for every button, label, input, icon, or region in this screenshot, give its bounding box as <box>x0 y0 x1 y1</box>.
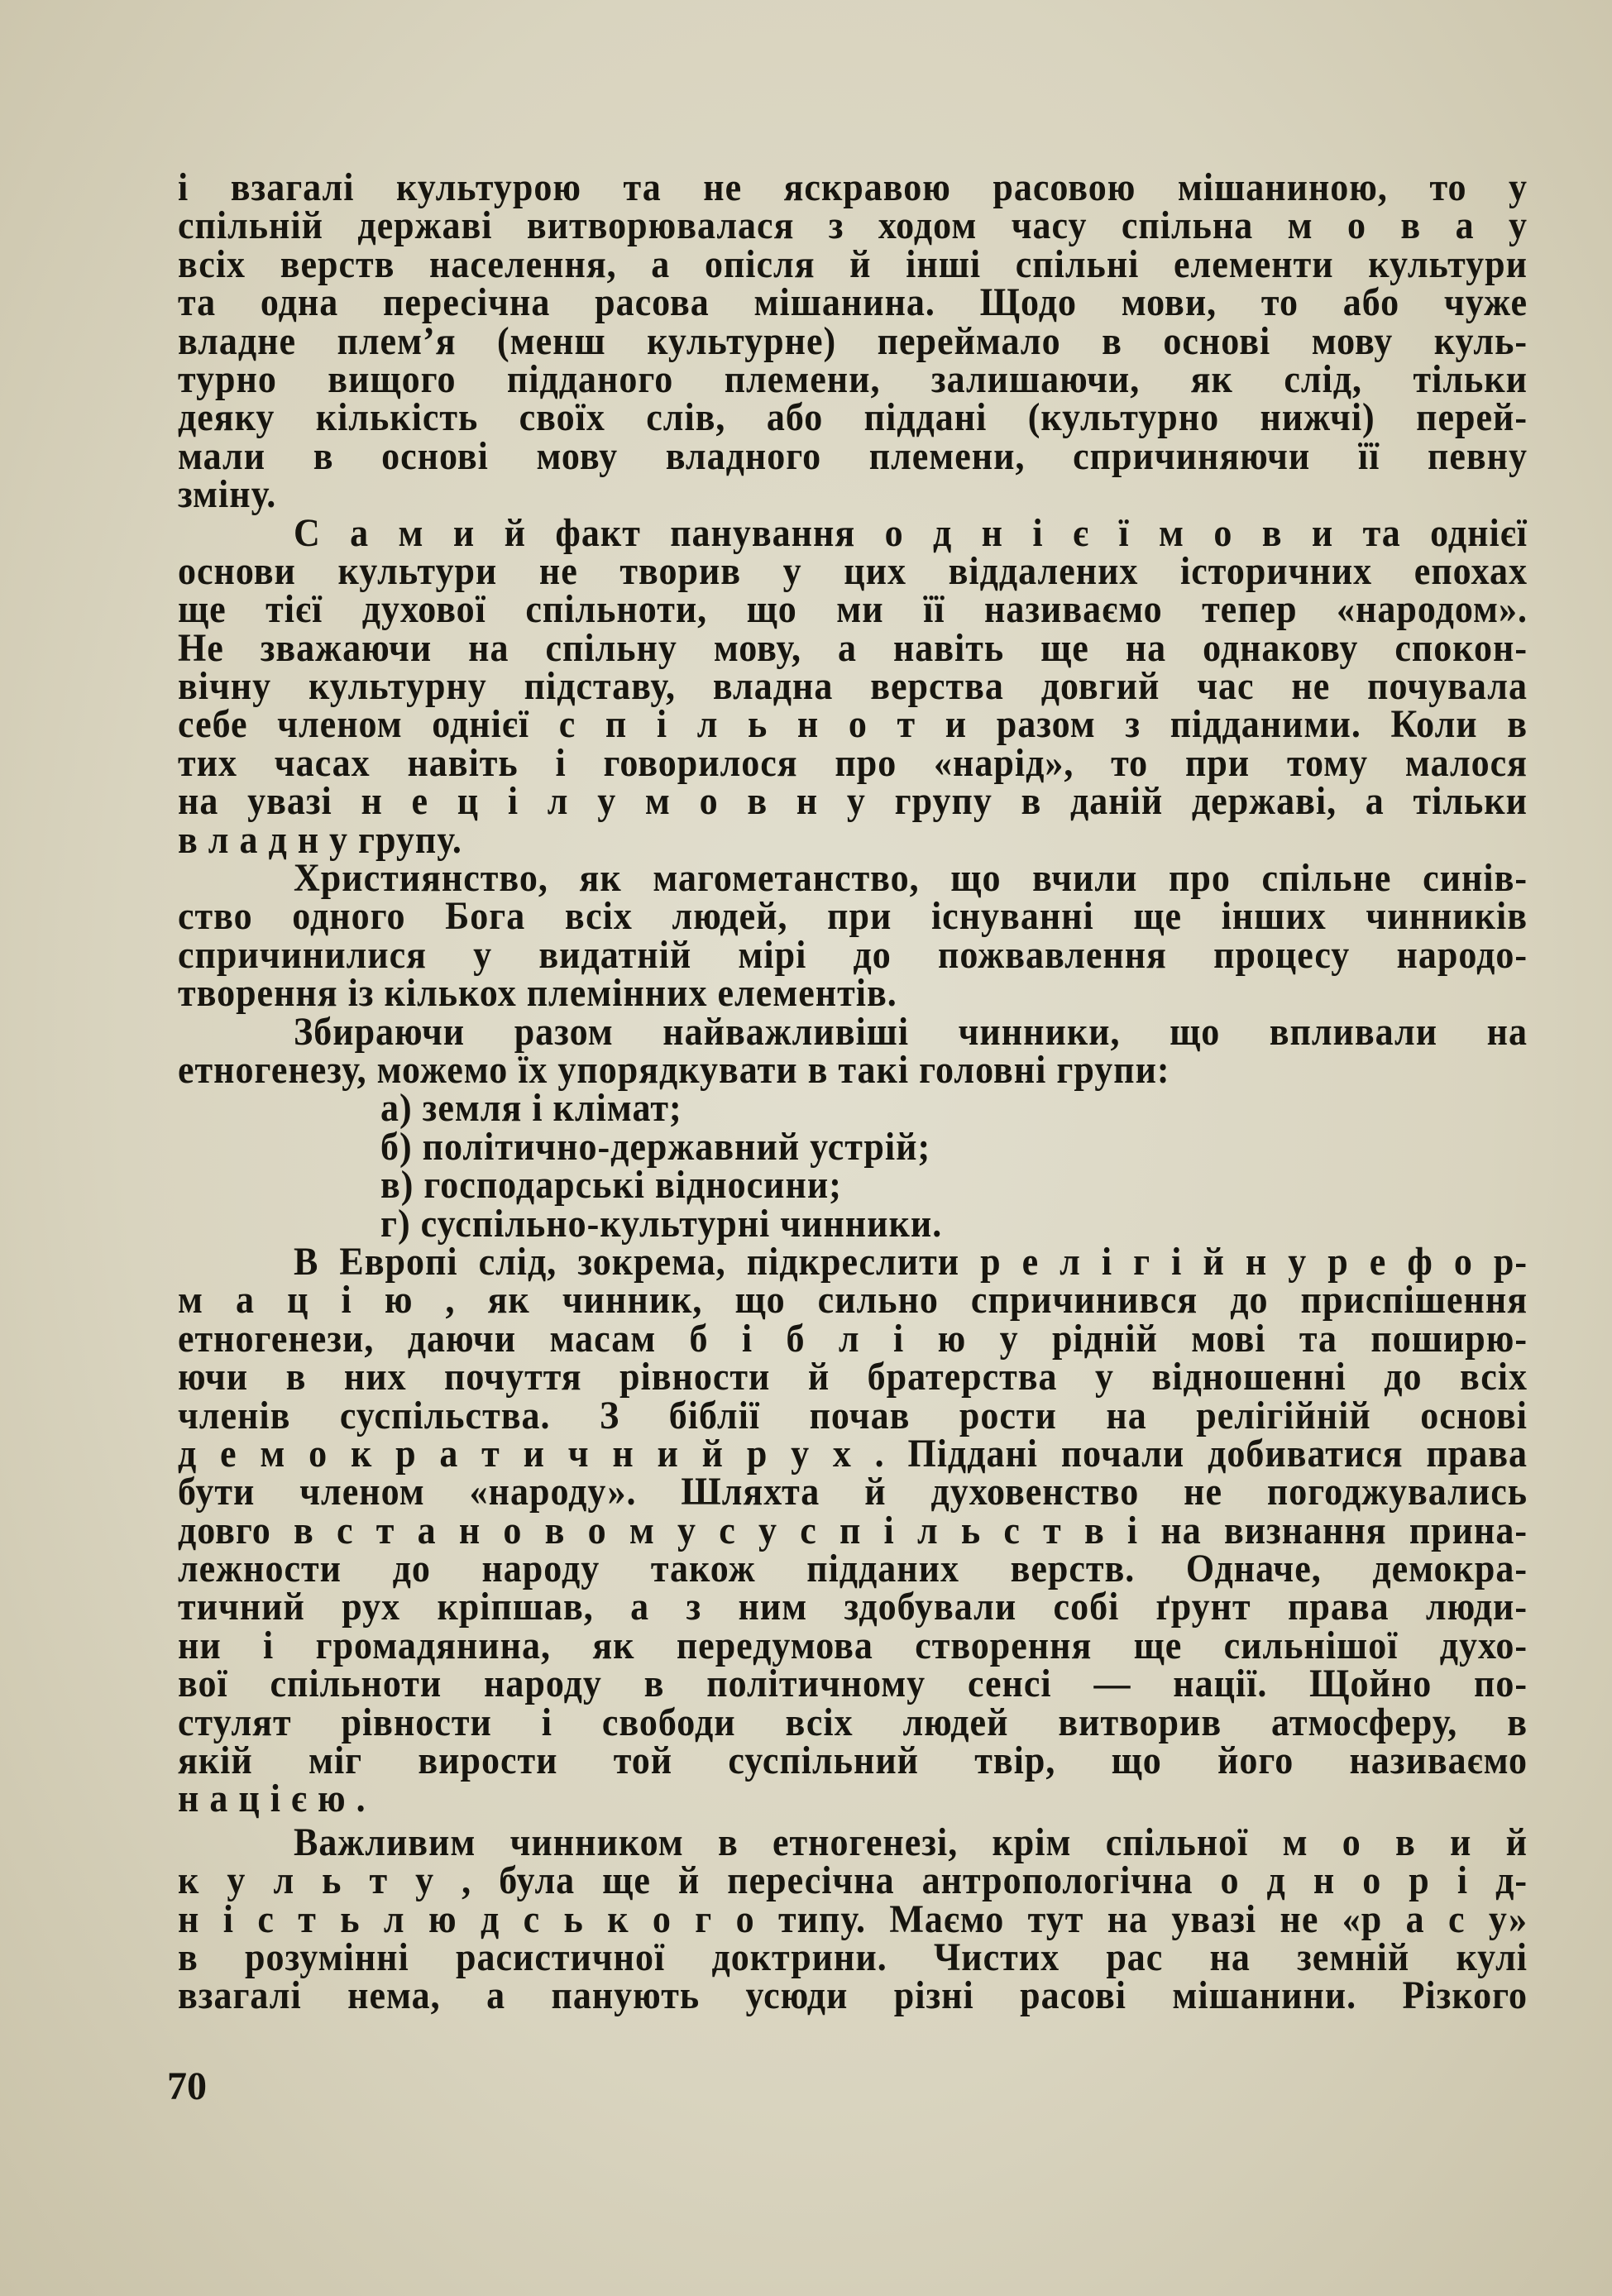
text-line: стулят рівности і свободи всіх людей витворив атмосферу, в <box>178 1700 1528 1744</box>
text-line: довго в с т а н о в о м у с у с п і л ь с т в і на визнання прина- <box>178 1508 1528 1552</box>
text-line: вої спільноти народу в політичному сенсі — нації. Щойно по- <box>178 1662 1528 1706</box>
text-line: на увазі н е ц і л у м о в н у групу в даній державі, а тільки <box>178 779 1528 824</box>
text-line: якій міг вирости той суспільний твір, що його називаємо <box>178 1739 1528 1782</box>
text-line: к у л ь т у , була ще й пересічна антропологічна о д н о р і д- <box>178 1858 1528 1903</box>
text-line: турно вищого підданого племени, залишаючи, як слід, тільки <box>178 356 1528 401</box>
text-line: Важливим чинником в етногенезі, крім спільної м о в и й <box>294 1820 1528 1864</box>
paragraph <box>178 1820 1528 2018</box>
text-line: С а м и й факт панування о д н і є ї м о в и та однієї <box>294 510 1528 555</box>
text-line: Не зважаючи на спільну мову, а навіть ще на однакову спокон- <box>178 625 1528 670</box>
text-line: в розумінні расистичної доктрини. Чистих рас на земній кулі <box>178 1935 1528 1979</box>
text-line: В Европі слід, зокрема, підкреслити р е л і г і й н у р е ф о р- <box>294 1239 1528 1284</box>
text-line: мали в основі мову владного племени, спричиняючи її певну <box>178 433 1528 478</box>
text-line: ще тієї духової спільноти, що ми її називаємо тепер «народом». <box>178 587 1528 632</box>
list-item: г) суспільно-культурні чинники. <box>380 1201 943 1246</box>
text-line: тичний рух кріпшав, а з ним здобували собі ґрунт права люди- <box>178 1585 1528 1629</box>
text-line: в л а д н у групу. <box>178 817 462 862</box>
text-line: етногенезу, можемо їх упорядкувати в такі головні групи: <box>178 1047 1170 1092</box>
text-line: ни і громадянина, як передумова створення ще сильнішої духо- <box>178 1623 1528 1667</box>
page-body-text <box>178 165 1528 2018</box>
text-line: лежности до народу також підданих верств. Одначе, демокра- <box>178 1547 1528 1590</box>
paragraph <box>178 1239 1528 1821</box>
text-line: деяку кількість своїх слів, або піддані (культурно нижчі) перей- <box>178 395 1528 440</box>
text-line: ство одного Бога всіх людей, при існуванні ще інших чинників <box>178 894 1528 939</box>
page-number: 70 <box>167 2064 207 2108</box>
text-line: етногенези, даючи масам б і б л і ю у рідній мові та поширю- <box>178 1316 1528 1361</box>
text-line: д е м о к р а т и ч н и й р у х . Піддані почали добиватися права <box>178 1431 1528 1476</box>
text-line: Збираючи разом найважливіші чинники, що впливали на <box>294 1009 1528 1054</box>
text-line: владне плем’я (менш культурне) переймало в основі мову куль- <box>178 318 1528 363</box>
factor-list <box>178 1086 1528 1246</box>
text-line: взагалі нема, а панують усюди різні расові мішанини. Різкого <box>178 1973 1528 2018</box>
list-item: а) земля і клімат; <box>380 1086 682 1131</box>
text-line: тих часах навіть і говорилося про «нарід», то при тому малося <box>178 740 1528 785</box>
text-line: основи культури не творив у цих віддалених історичних епохах <box>178 548 1528 593</box>
text-line: м а ц і ю , як чинник, що сильно спричинився до приспішення <box>178 1278 1528 1323</box>
text-line: і взагалі культурою та не яскравою расовою мішаниною, то у <box>178 165 1528 209</box>
text-line: та одна пересічна расова мішанина. Щодо мови, то або чуже <box>178 280 1528 325</box>
text-line: спільній державі витворювалася з ходом часу спільна м о в а у <box>178 203 1528 248</box>
text-line: ючи в них почуття рівности й братерства у відношенні до всіх <box>178 1355 1528 1399</box>
text-line: спричинилися у видатній мірі до пожвавлення процесу народо- <box>178 932 1528 977</box>
paragraph <box>178 165 1528 517</box>
text-line: творення із кількох племінних елементів. <box>178 971 897 1016</box>
list-item: б) політично-державний устрій; <box>380 1124 931 1169</box>
text-line: бути членом «народу». Шляхта й духовенство не погоджувались <box>178 1470 1528 1514</box>
text-line: членів суспільства. З біблії почав рости на релігійній основі <box>178 1393 1528 1437</box>
text-line: н а ц і є ю . <box>178 1777 366 1821</box>
list-item: в) господарські відносини; <box>380 1163 842 1208</box>
text-line: всіх верств населення, а опісля й інші спільні елементи культури <box>178 242 1528 286</box>
text-line: н і с т ь л ю д с ь к о г о типу. Маємо тут на увазі не «р а с у» <box>178 1897 1528 1941</box>
text-line: вічну культурну підставу, владна верства довгий час не почувала <box>178 664 1528 708</box>
text-line: себе членом однієї с п і л ь н о т и разом з підданими. Коли в <box>178 702 1528 747</box>
text-line: зміну. <box>178 472 277 517</box>
paragraph <box>178 1009 1528 1092</box>
paragraph <box>178 856 1528 1016</box>
paragraph <box>178 510 1528 862</box>
text-line: Християнство, як магометанство, що вчили про спільне синів- <box>294 856 1528 900</box>
